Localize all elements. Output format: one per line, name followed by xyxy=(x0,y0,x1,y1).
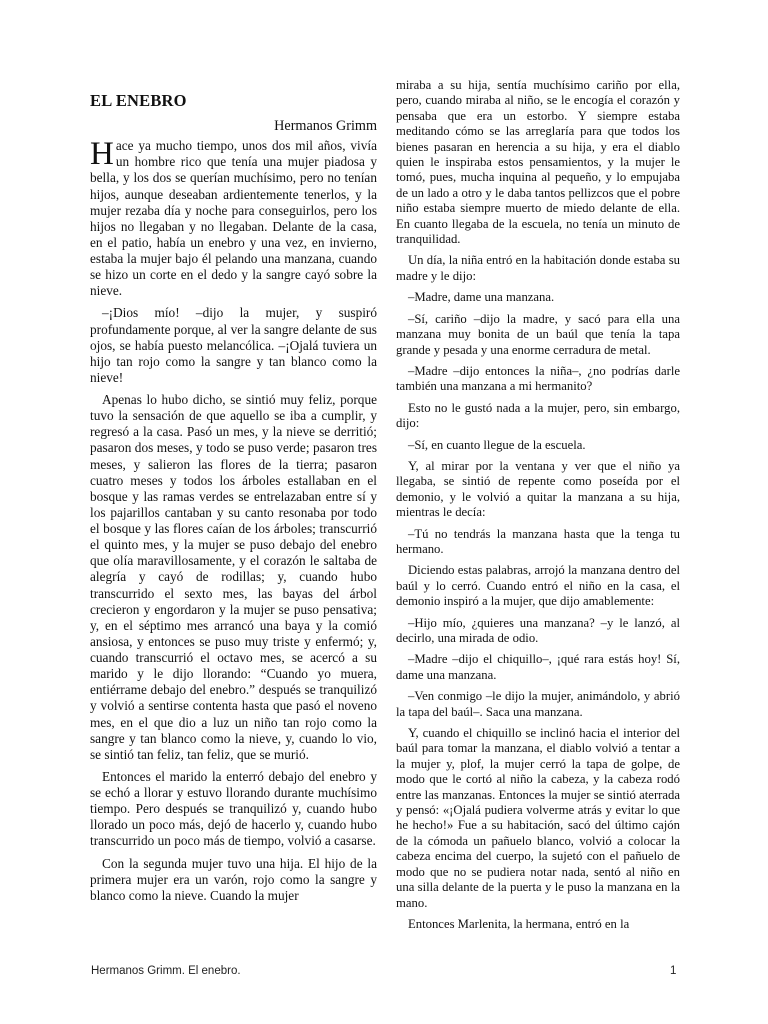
paragraph: Un día, la niña entró en la habitación donde estaba su madre y le dijo: xyxy=(396,253,680,283)
paragraph: –Hijo mío, ¿quieres una manzana? –y le lanzó, al decirlo, una mirada de odio. xyxy=(396,615,680,645)
paragraph: –¡Dios mío! –dijo la mujer, y suspiró profundamente porque, al ver la sangre delante de sus ojos, se había puesto melancólica. –¡Ojalá tuviera un hijo tan rojo como la sangre y tan blanco como la nieve! xyxy=(90,305,377,385)
paragraph: Apenas lo hubo dicho, se sintió muy feliz, porque tuvo la sensación de que aquello se iba a cumplir, y regresó a la casa. Pasó un mes, y la nieve se derritió; pasaron dos meses, y todo se puso verde; pasaron tres meses, y salieron las flores de la tierra; pasaron cuatro meses y todos los árboles estallaban en el bosque y las ramas verdes se entrelazaban entre sí y los pajarillos cantaban y su canto resonaba por todo el bosque y las flores caían de los árboles; transcurrió el quinto mes, y la mujer se puso debajo del enebro que olía maravillosamente, y el corazón le saltaba de alegría y cayó de rodillas; y, cuando hubo transcurrido el sexto mes, las bayas del árbol crecieron y engordaron y la mujer se puso pensativa; y, en el séptimo mes arrancó una baya y la comió ansiosa, y entonces se puso muy triste y enfermó; y, cuando transcurrió el octavo mes, se acercó a su marido y le dijo llorando: “Cuando yo muera, entiérrame debajo del enebro.” después se tranquilizó y volvió a sentirse contenta hasta que pasó el noveno mes, en el que dio a luz un niño tan rojo como la sangre y tan blanco como la nieve, y, cuando lo vio, se sintió tan feliz, tan feliz, que se murió. xyxy=(90,392,377,762)
right-column xyxy=(396,78,680,938)
paragraph: miraba a su hija, sentía muchísimo cariño por ella, pero, cuando miraba al niño, se le encogía el corazón y pensaba que era un estorbo. Y siempre estaba meditando cómo se las arreglaría para que todos los bienes pasaran en herencia a su hija, y era el diablo quien le inspiraba estos pensamientos, y la mujer le tomó, pues, mucha inquina al pequeño, y lo empujaba de un lado a otro y le daba tantos pellizcos que el pobre niño estaba siempre muerto de miedo delante de ella. En cuanto llegaba de la escuela, no tenía un minuto de tranquilidad. xyxy=(396,78,680,247)
paragraph: Y, cuando el chiquillo se inclinó hacia el interior del baúl para tomar la manzana, el diablo volvió a tentar a la mujer y, plof, la mujer cerró la tapa de golpe, de modo que le cortó al niño la cabeza, y la cabeza rodó entre las manzanas. Entonces la mujer se sintió aterrada y pensó: «¡Ojalá pudiera volverme atrás y evitar lo que he hecho!» Fue a su habitación, sacó del último cajón de la cómoda un pañuelo blanco, volvió a colocar la cabeza encima del cuerpo, la sujetó con el pañuelo de modo que no se pudiera notar nada, sentó al niño en una silla delante de la puerta y le puso la manzana en la mano. xyxy=(396,726,680,910)
paragraph: –Sí, en cuanto llegue de la escuela. xyxy=(408,437,586,452)
paragraph: Con la segunda mujer tuvo una hija. El hijo de la primera mujer era un varón, rojo como la sangre y blanco como la nieve. Cuando la mujer xyxy=(90,855,377,903)
paragraph: –Madre, dame una manzana. xyxy=(408,290,555,305)
paragraph: Y, al mirar por la ventana y ver que el niño ya llegaba, se sintió de repente como poseída por el demonio, y le volvió a quitar la manzana a su hija, mientras le decía: xyxy=(396,458,680,520)
paragraph: –Sí, cariño –dijo la madre, y sacó para ella una manzana muy bonita de un baúl que tenía la tapa grande y pesada y una enorme cerradura de metal. xyxy=(396,311,680,357)
paragraph: –Madre –dijo el chiquillo–, ¡qué rara estás hoy! Sí, dame una manzana. xyxy=(396,652,680,682)
page-number: 1 xyxy=(670,965,677,977)
paragraph: Entonces Marlenita, la hermana, entró en la xyxy=(408,916,630,931)
paragraph-text: ace ya mucho tiempo, unos dos mil años, vivía un hombre rico que tenía una mujer piadosa y bella, y los dos se querían muchísimo, pero no tenían hijos, aunque deseaban ardientemente tenerlos, y la mujer rezaba día y noche para conseguirlos, pero los hijos no llegaban y no llegaban. Delante de la casa, en el patio, había un enebro y una vez, en invierno, estaba la mujer bajo él pelando una manzana, cuando se hizo un corte en el dedo y la sangre cayó sobre la nieve. xyxy=(90,138,377,299)
footer-source: Hermanos Grimm. El enebro. xyxy=(91,965,241,977)
paragraph: Diciendo estas palabras, arrojó la manzana dentro del baúl y lo cerró. Cuando entró el niño en la casa, el demonio inspiró a la mujer, que dijo amablemente: xyxy=(396,563,680,609)
paragraph: –Ven conmigo –le dijo la mujer, animándolo, y abrió la tapa del baúl–. Saca una manzana. xyxy=(396,689,680,719)
paragraph: –Tú no tendrás la manzana hasta que la tenga tu hermano. xyxy=(396,526,680,556)
paragraph xyxy=(90,138,377,299)
author-line: Hermanos Grimm xyxy=(274,118,377,134)
document-title: EL ENEBRO xyxy=(90,91,187,110)
paragraph: –Madre –dijo entonces la niña–, ¿no podrías darle también una manzana a mi hermanito? xyxy=(396,363,680,394)
paragraph: Entonces el marido la enterró debajo del enebro y se echó a llorar y estuvo llorando durante muchísimo tiempo. Pero después se tranquilizó y, cuando hubo llorado un poco más, dejó de hacerlo y, cuando hubo transcurrido un poco más de tiempo, volvió a casarse. xyxy=(90,768,377,849)
paragraph: Esto no le gustó nada a la mujer, pero, sin embargo, dijo: xyxy=(396,400,680,431)
drop-cap: H xyxy=(90,136,114,173)
left-column xyxy=(90,92,377,910)
